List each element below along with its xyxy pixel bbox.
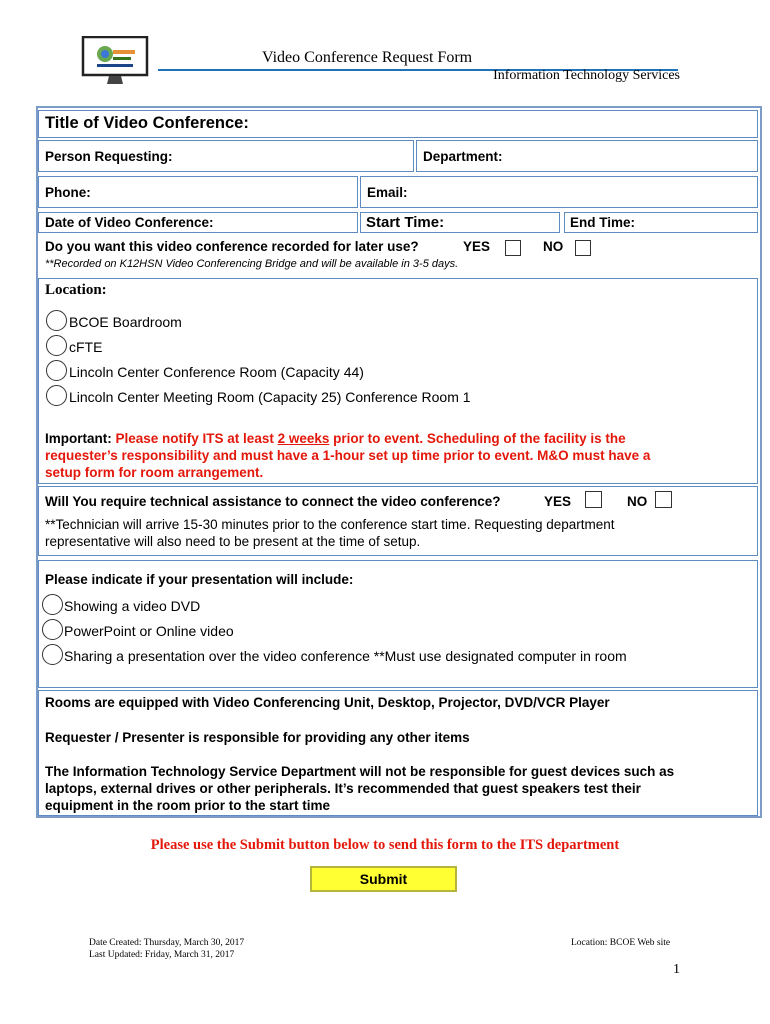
location-section bbox=[38, 278, 758, 484]
end-time-label: End Time: bbox=[570, 215, 636, 230]
phone-field[interactable] bbox=[38, 176, 358, 208]
submit-button[interactable]: Submit bbox=[310, 866, 457, 892]
person-label: Person Requesting: bbox=[45, 149, 173, 164]
record-yes-label: YES bbox=[463, 239, 491, 254]
presentation-option: Showing a video DVD bbox=[64, 598, 201, 614]
title-field[interactable] bbox=[38, 110, 758, 138]
presentation-radio-dvd[interactable] bbox=[42, 594, 63, 615]
footer-created: Date Created: Thursday, March 30, 2017 bbox=[89, 938, 245, 948]
tech-question: Will You require technical assistance to connect the video conference? bbox=[45, 494, 501, 509]
tech-note-line-1: **Technician will arrive 15-30 minutes prior to the conference start time. Requesting department bbox=[45, 517, 615, 532]
important-label: Important: bbox=[45, 431, 112, 446]
start-time-field[interactable] bbox=[360, 212, 560, 233]
disclaimer-line-1: The Information Technology Service Department will not be responsible for guest devices such as bbox=[45, 764, 675, 779]
tech-no-label: NO bbox=[627, 494, 648, 509]
tech-no-checkbox[interactable] bbox=[655, 491, 672, 508]
date-field[interactable] bbox=[38, 212, 358, 233]
date-label: Date of Video Conference: bbox=[45, 215, 214, 230]
location-radio-meeting-room[interactable] bbox=[46, 385, 67, 406]
email-field[interactable] bbox=[360, 176, 758, 208]
equipment-section bbox=[38, 690, 758, 816]
presentation-option: PowerPoint or Online video bbox=[64, 623, 234, 639]
form-title: Video Conference Request Form bbox=[262, 49, 473, 66]
department-label: Department: bbox=[423, 149, 503, 164]
location-radio-conference-room[interactable] bbox=[46, 360, 67, 381]
form-subtitle: Information Technology Services bbox=[493, 68, 680, 83]
email-label: Email: bbox=[367, 185, 408, 200]
record-no-checkbox[interactable] bbox=[575, 240, 591, 256]
presentation-label: Please indicate if your presentation will include: bbox=[45, 572, 354, 587]
location-label: Location: bbox=[45, 282, 107, 298]
presentation-radio-sharing[interactable] bbox=[42, 644, 63, 665]
tech-yes-label: YES bbox=[544, 494, 572, 509]
important-weeks: 2 weeks bbox=[277, 431, 330, 446]
presentation-radio-powerpoint[interactable] bbox=[42, 619, 63, 640]
presentation-option: Sharing a presentation over the video conference **Must use designated computer in room bbox=[64, 648, 627, 664]
tech-yes-checkbox[interactable] bbox=[585, 491, 602, 508]
record-note: **Recorded on K12HSN Video Conferencing Bridge and will be available in 3-5 days. bbox=[45, 258, 459, 270]
person-requesting-field[interactable] bbox=[38, 140, 414, 172]
disclaimer-line-2: laptops, external drives or other peripherals. It’s recommended that guest speakers test their bbox=[45, 781, 641, 796]
record-no-label: NO bbox=[543, 239, 564, 254]
location-radio-boardroom[interactable] bbox=[46, 310, 67, 331]
end-time-field[interactable] bbox=[564, 212, 758, 233]
important-notice bbox=[45, 431, 626, 446]
page-number: 1 bbox=[673, 962, 680, 977]
title-label: Title of Video Conference: bbox=[45, 114, 249, 132]
presentation-section bbox=[38, 560, 758, 688]
record-question: Do you want this video conference recorded for later use? bbox=[45, 239, 419, 254]
logo-icon bbox=[81, 36, 149, 86]
location-option: cFTE bbox=[69, 339, 103, 355]
equipment-info: Rooms are equipped with Video Conferencing Unit, Desktop, Projector, DVD/VCR Player bbox=[45, 695, 610, 710]
important-line-2: requester’s responsibility and must have a 1-hour set up time prior to event. M&O must have a bbox=[45, 448, 651, 463]
footer-updated: Last Updated: Friday, March 31, 2017 bbox=[89, 950, 235, 960]
disclaimer-line-3: equipment in the room prior to the start time bbox=[45, 798, 331, 813]
footer-location: Location: BCOE Web site bbox=[571, 938, 671, 948]
phone-label: Phone: bbox=[45, 185, 91, 200]
tech-note-line-2: representative will also need to be present at the time of setup. bbox=[45, 534, 421, 549]
record-yes-checkbox[interactable] bbox=[505, 240, 521, 256]
submit-note: Please use the Submit button below to send this form to the ITS department bbox=[150, 837, 620, 853]
requester-responsibility: Requester / Presenter is responsible for providing any other items bbox=[45, 730, 470, 745]
important-text: Please notify ITS at least bbox=[115, 431, 278, 446]
start-time-label: Start Time: bbox=[366, 214, 445, 231]
important-line-3: setup form for room arrangement. bbox=[45, 465, 264, 480]
important-text-cont: prior to event. Scheduling of the facility is the bbox=[329, 431, 626, 446]
record-section bbox=[38, 235, 758, 275]
location-radio-cfte[interactable] bbox=[46, 335, 67, 356]
tech-assist-section bbox=[38, 486, 758, 556]
location-option: Lincoln Center Conference Room (Capacity 44) bbox=[69, 364, 364, 380]
location-option: BCOE Boardroom bbox=[69, 314, 182, 330]
location-option: Lincoln Center Meeting Room (Capacity 25) Conference Room 1 bbox=[69, 389, 471, 405]
department-field[interactable] bbox=[416, 140, 758, 172]
